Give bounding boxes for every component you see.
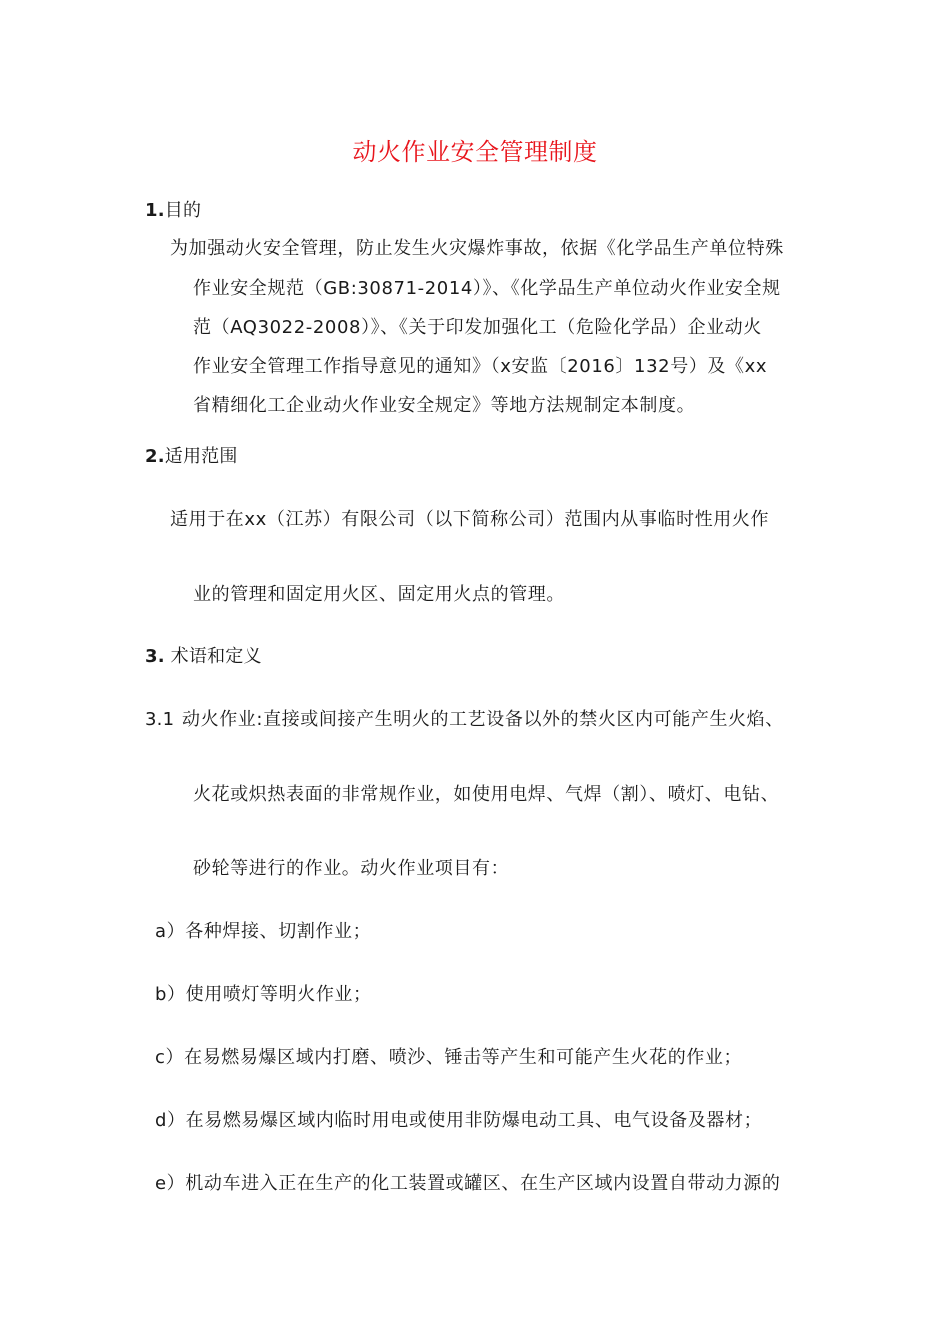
item-3-1-line-3: 砂轮等进行的作业。动火作业项目有： (193, 858, 510, 879)
item-3-1-line-1: 动火作业:直接或间接产生明火的工艺设备以外的禁火区内可能产生火焰、 (182, 709, 784, 730)
list-item-a: a）各种焊接、切割作业； (155, 921, 372, 942)
section-1-title: 目的 (164, 200, 202, 221)
list-item-e: e）机动车进入正在生产的化工装置或罐区、在生产区域内设置自带动力源的 (155, 1173, 781, 1194)
list-item-c: c）在易燃易爆区域内打磨、喷沙、锤击等产生和可能产生火花的作业； (155, 1047, 743, 1068)
section-2-title: 适用范围 (164, 446, 238, 467)
section-2-number: 2. (145, 446, 165, 467)
section-2-line-2: 业的管理和固定用火区、固定用火点的管理。 (193, 584, 565, 605)
section-1-line-2: 作业安全规范（GB:30871-2014）》、《化学品生产单位动火作业安全规 (193, 278, 781, 299)
section-1-heading (145, 199, 201, 223)
list-item-b: b）使用喷灯等明火作业； (155, 984, 372, 1005)
section-1-line-4: 作业安全管理工作指导意见的通知》（x安监〔2016〕132号）及《xx (193, 356, 768, 377)
section-1-line-5: 省精细化工企业动火作业安全规定》等地方法规制定本制度。 (193, 395, 696, 416)
item-3-1-line-2: 火花或炽热表面的非常规作业，如使用电焊、气焊（割）、喷灯、电钻、 (193, 784, 780, 805)
section-2-line-1: 适用于在xx（江苏）有限公司（以下简称公司）范围内从事临时性用火作 (170, 509, 770, 530)
item-3-1-number: 3.1 (145, 709, 175, 730)
section-1-line-1: 为加强动火安全管理，防止发生火灾爆炸事故，依据《化学品生产单位特殊 (170, 238, 784, 259)
section-3-heading (145, 645, 262, 669)
list-item-d: d）在易燃易爆区域内临时用电或使用非防爆电动工具、电气设备及器材； (155, 1110, 763, 1131)
section-1-line-3: 范（AQ3022-2008）》、《关于印发加强化工（危险化学品）企业动火 (193, 317, 762, 338)
section-3-number: 3. (145, 646, 165, 667)
section-1-number: 1. (145, 200, 165, 221)
section-2-heading (145, 445, 238, 469)
section-3-title: 术语和定义 (164, 646, 262, 667)
page-title: 动火作业安全管理制度 (352, 138, 598, 166)
